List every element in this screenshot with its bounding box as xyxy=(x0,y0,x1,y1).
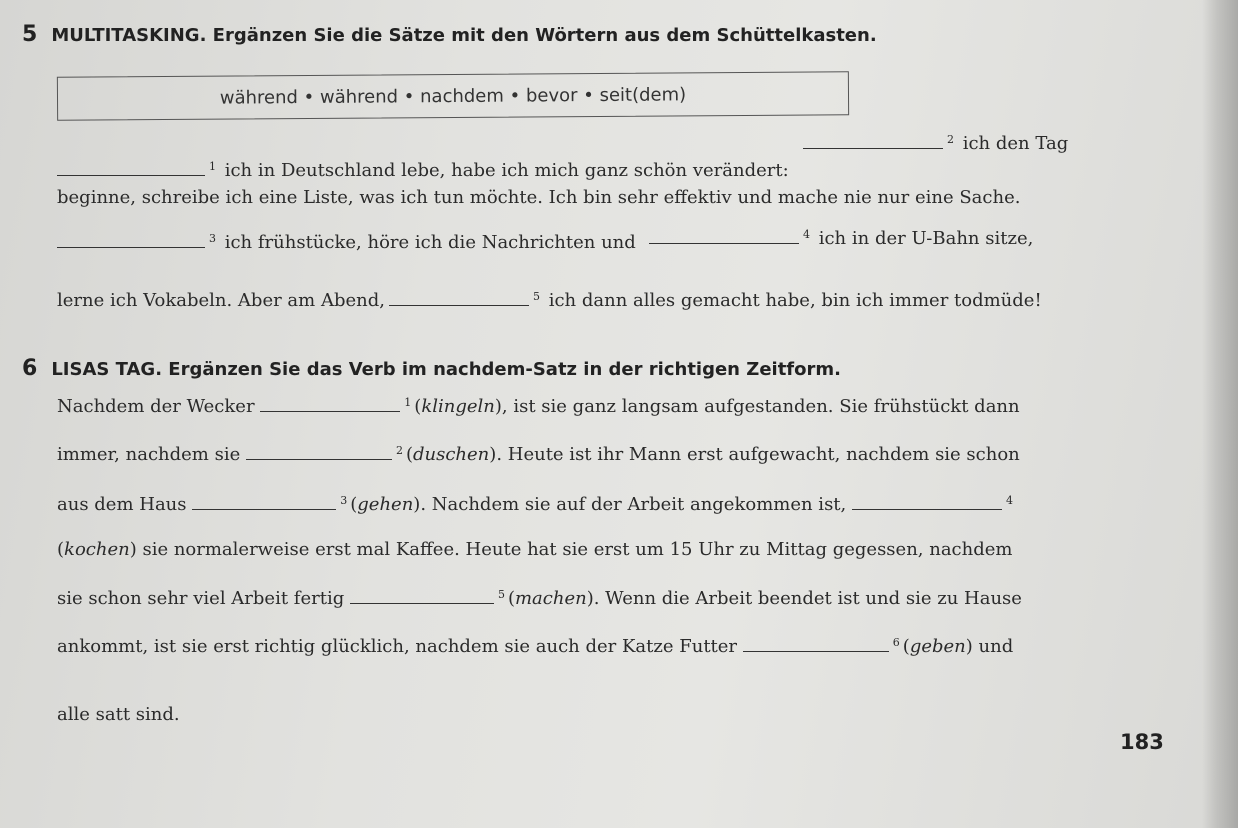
blank-6-1[interactable] xyxy=(260,410,400,412)
ex5-line-2: beginne, schreibe ich eine Liste, was ich tun möchte. Ich bin sehr effektiv und mache nie nur eine Sache. xyxy=(57,187,1021,208)
ex6-line-1: Nachdem der Wecker $^1$ (klingeln), ist sie ganz langsam aufgestanden. Sie frühstückt dann xyxy=(57,396,1020,417)
ex5-line-4: lerne ich Vokabeln. Aber am Abend, $^5$ ich dann alles gemacht habe, bin ich immer todmüde! xyxy=(57,290,1042,311)
exercise-6-heading xyxy=(22,356,841,381)
ex5-line-3b: $^4$ ich in der U-Bahn sitze, xyxy=(649,228,1033,249)
blank-1[interactable] xyxy=(57,174,205,176)
blank-6-6[interactable] xyxy=(743,650,889,652)
blank-2[interactable] xyxy=(803,147,943,149)
ex6-line-4: (kochen) sie normalerweise erst mal Kaffee. Heute hat sie erst um 15 Uhr zu Mittag gegessen, nachdem xyxy=(57,539,1013,560)
blank-5[interactable] xyxy=(389,304,529,306)
page-number: 183 xyxy=(1120,730,1164,754)
exercise-5-number: 5 xyxy=(22,22,38,47)
blank-4[interactable] xyxy=(649,242,799,244)
blank-3[interactable] xyxy=(57,246,205,248)
blank-6-5[interactable] xyxy=(350,602,494,604)
ex6-line-2: immer, nachdem sie $^2$ (duschen). Heute ist ihr Mann erst aufgewacht, nachdem sie schon xyxy=(57,444,1020,465)
blank-6-4[interactable] xyxy=(852,508,1002,510)
page-edge-shadow xyxy=(1202,0,1238,828)
ex6-line-5: sie schon sehr viel Arbeit fertig $^5$ (machen). Wenn die Arbeit beendet ist und sie zu Hause xyxy=(57,588,1022,609)
exercise-6-title: LISAS TAG. Ergänzen Sie das Verb im nachdem-Satz in der richtigen Zeitform. xyxy=(51,359,841,380)
word-box: während • während • nachdem • bevor • seit(dem) xyxy=(57,71,849,121)
exercise-5-title: MULTITASKING. Ergänzen Sie die Sätze mit den Wörtern aus dem Schüttelkasten. xyxy=(51,25,877,46)
ex6-line-6: ankommt, ist sie erst richtig glücklich, nachdem sie auch der Katze Futter $^6$ (geben) und xyxy=(57,636,1014,657)
ex6-line-7: alle satt sind. xyxy=(57,704,180,725)
blank-6-2[interactable] xyxy=(246,458,392,460)
ex5-line-1: $^1$ ich in Deutschland lebe, habe ich mich ganz schön verändert: xyxy=(57,160,789,181)
ex5-line-1b: $^2$ ich den Tag xyxy=(803,133,1068,154)
exercise-5-heading xyxy=(22,22,877,47)
ex6-line-3: aus dem Haus $^3$ (gehen). Nachdem sie auf der Arbeit angekommen ist, $^4$ xyxy=(57,494,1013,515)
exercise-6-number: 6 xyxy=(22,356,38,381)
ex5-line-3: $^3$ ich frühstücke, höre ich die Nachrichten und xyxy=(57,232,636,253)
blank-6-3[interactable] xyxy=(192,508,336,510)
